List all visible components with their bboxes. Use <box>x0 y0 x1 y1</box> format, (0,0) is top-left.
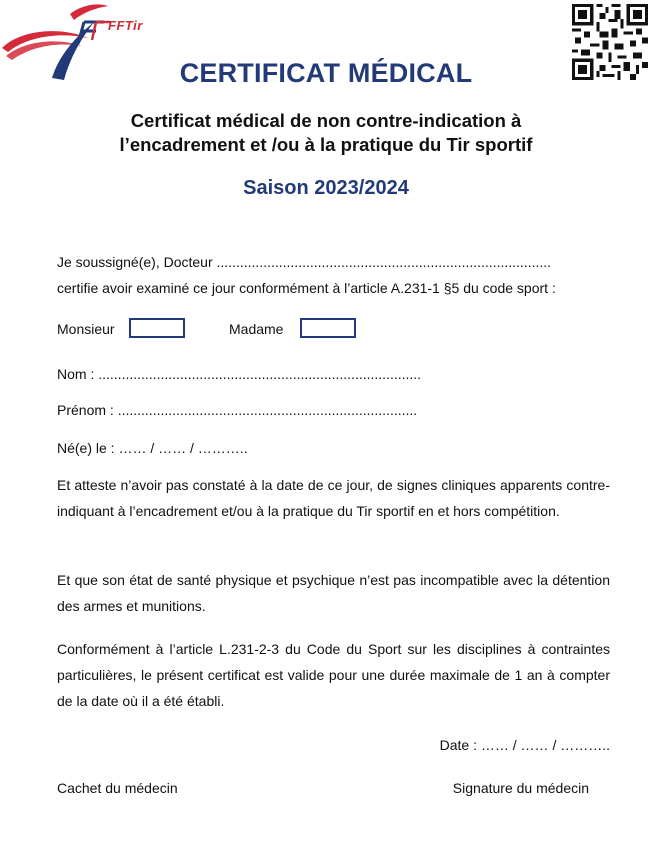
logo-wordmark: FFTir <box>108 18 143 33</box>
subtitle-line-2: l’encadrement et /ou à la pratique du Tir sportif <box>119 134 533 155</box>
birthdate-field[interactable]: Né(e) le : …… / …… / ……….. <box>57 440 248 456</box>
page-title: CERTIFICAT MÉDICAL <box>179 58 473 88</box>
page-subtitle <box>0 109 652 157</box>
attestation-paragraph: Et atteste n’avoir pas constaté à la date de ce jour, de signes cliniques apparents contre-indiquant à l’encadrement et/ou à la pratique du Tir sportif en et hors compétition. <box>57 477 610 519</box>
cachet-label: Cachet du médecin <box>57 780 178 796</box>
health-paragraph: Et que son état de santé physique et psychique n’est pas incompatible avec la détention des armes et munitions. <box>57 572 610 614</box>
monsieur-checkbox[interactable] <box>129 318 185 338</box>
certify-line: certifie avoir examiné ce jour conformément à l’article A.231-1 §5 du code sport : <box>57 280 556 296</box>
nom-field[interactable]: Nom : ................................................................................... <box>57 366 422 382</box>
madame-checkbox[interactable] <box>300 318 356 338</box>
prenom-field[interactable]: Prénom : ............................................................................. <box>57 402 418 418</box>
subtitle-line-1: Certificat médical de non contre-indication à <box>130 110 522 131</box>
season-label: Saison 2023/2024 <box>243 177 409 199</box>
madame-label: Madame <box>229 321 284 337</box>
monsieur-label: Monsieur <box>57 321 115 337</box>
validity-paragraph: Conformément à l’article L.231-2-3 du Code du Sport sur les disciplines à contraintes particulières, le présent certificat est valide pour une durée maximale de 1 an à compter de la date où il a été établi. <box>57 641 610 709</box>
doctor-line: Je soussigné(e), Docteur ...................................................................................... <box>57 254 552 270</box>
signature-label: Signature du médecin <box>452 780 589 796</box>
date-field[interactable]: Date : …… / …… / ……….. <box>439 737 610 753</box>
